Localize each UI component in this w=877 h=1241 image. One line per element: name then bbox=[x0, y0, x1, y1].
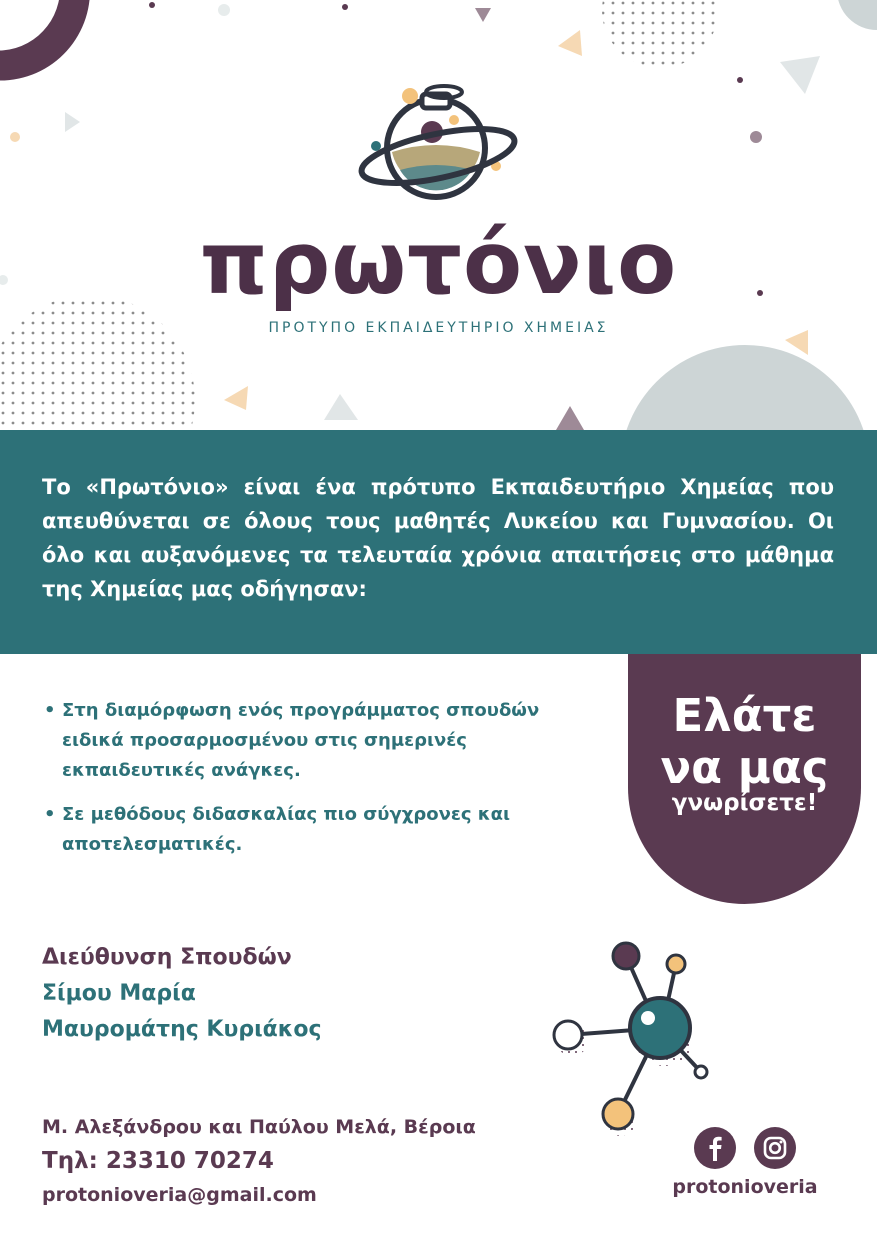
dot-shape bbox=[149, 2, 155, 8]
brand-name: πρωτόνιο bbox=[199, 214, 678, 314]
dot-shape bbox=[218, 4, 230, 16]
direction-heading: Διεύθυνση Σπουδών bbox=[42, 945, 292, 970]
dot-shape bbox=[342, 4, 348, 10]
triangle-shape bbox=[224, 386, 248, 410]
cta-heading bbox=[628, 690, 861, 794]
brand-tagline: ΠΡΟΤΥΠΟ ΕΚΠΑΙΔΕΥΤΗΡΙΟ ΧΗΜΕΙΑΣ bbox=[268, 320, 609, 336]
triangle-shape bbox=[65, 112, 80, 132]
cta-line-2: να μας bbox=[660, 741, 829, 794]
facebook-icon[interactable] bbox=[694, 1127, 736, 1169]
molecule-icon bbox=[554, 943, 707, 1136]
bullet-dot-icon: • bbox=[44, 804, 56, 825]
email-link[interactable]: protonioveria@gmail.com bbox=[42, 1184, 317, 1206]
cta-line-3: γνωρίσετε! bbox=[671, 790, 818, 816]
contact-block bbox=[42, 1110, 476, 1212]
benefits-list bbox=[42, 696, 602, 874]
dot-shape bbox=[737, 77, 743, 83]
triangle-shape bbox=[556, 406, 584, 430]
dotted-circle-shape bbox=[602, 0, 718, 68]
list-item bbox=[42, 696, 602, 786]
triangle-shape bbox=[324, 394, 358, 420]
dot-shape bbox=[10, 132, 20, 142]
phone-text: Τηλ: 23310 70274 bbox=[42, 1148, 274, 1174]
flask-logo-icon bbox=[357, 86, 519, 197]
plum-arc-shape bbox=[0, 0, 90, 81]
grey-circle-shape bbox=[837, 0, 877, 30]
dot-shape bbox=[750, 131, 762, 143]
director-name: Σίμου Μαρία bbox=[42, 981, 196, 1006]
director-name: Μαυρομάτης Κυριάκος bbox=[42, 1017, 322, 1042]
triangle-shape bbox=[558, 30, 582, 56]
triangle-shape bbox=[475, 8, 491, 22]
instagram-icon[interactable] bbox=[754, 1127, 796, 1169]
cta-line-1: Ελάτε bbox=[672, 689, 817, 742]
bullet-dot-icon: • bbox=[44, 700, 56, 721]
list-item-text: Σε μεθόδους διδασκαλίας πιο σύγχρονες και αποτελεσματικές. bbox=[62, 804, 510, 855]
intro-text: Το «Πρωτόνιο» είναι ένα πρότυπο Εκπαιδευτήριο Χημείας που απευθύνεται σε όλους τους μαθητές Λυκείου και Γυμνασίου. Οι όλο και αυξανόμενες τα τελευταία χρόνια απαιτήσεις στο μάθημα της Χημείας μας οδήγησαν: bbox=[42, 475, 834, 601]
social-handle[interactable]: protonioveria bbox=[672, 1176, 818, 1198]
list-item bbox=[42, 800, 602, 860]
list-item-text: Στη διαμόρφωση ενός προγράμματος σπουδών ειδικά προσαρμοσμένου στις σημερινές εκπαιδευτικές ανάγκες. bbox=[62, 700, 540, 781]
address-text: Μ. Αλεξάνδρου και Παύλου Μελά, Βέροια bbox=[42, 1116, 476, 1138]
triangle-shape bbox=[780, 56, 820, 94]
direction-block bbox=[42, 940, 322, 1048]
